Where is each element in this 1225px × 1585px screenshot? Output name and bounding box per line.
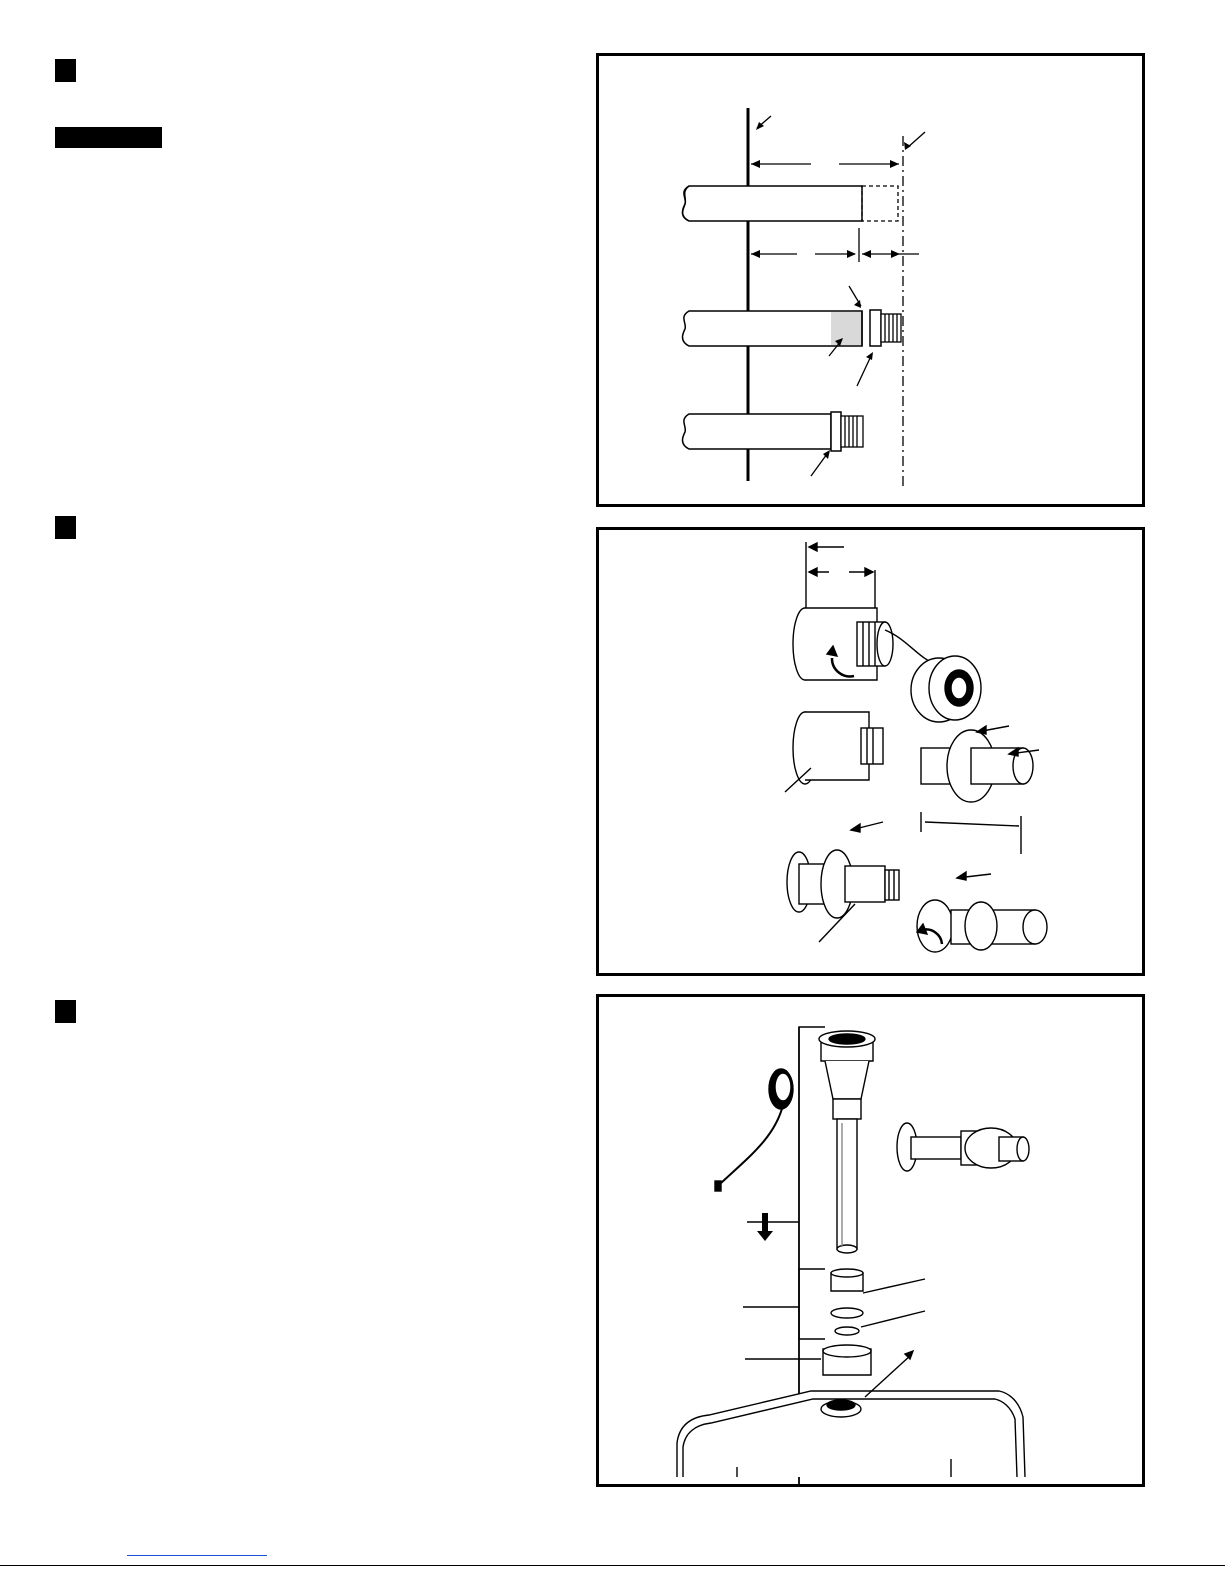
figure-supply-pipe-panel xyxy=(596,53,1145,507)
flushometer-diagram xyxy=(599,997,1142,1484)
stop-assembly-diagram xyxy=(599,530,1142,973)
warning-label-bar xyxy=(55,127,162,148)
figure-stop-assembly-panel xyxy=(596,527,1145,976)
supply-pipe-diagram xyxy=(599,56,1142,504)
step-2-marker xyxy=(55,516,76,539)
step-3-marker xyxy=(55,1000,76,1023)
footer-rule xyxy=(0,1565,1225,1566)
footer-link-underline[interactable] xyxy=(127,1555,267,1556)
step-1-marker xyxy=(55,59,76,82)
figure-flushometer-panel xyxy=(596,994,1145,1487)
